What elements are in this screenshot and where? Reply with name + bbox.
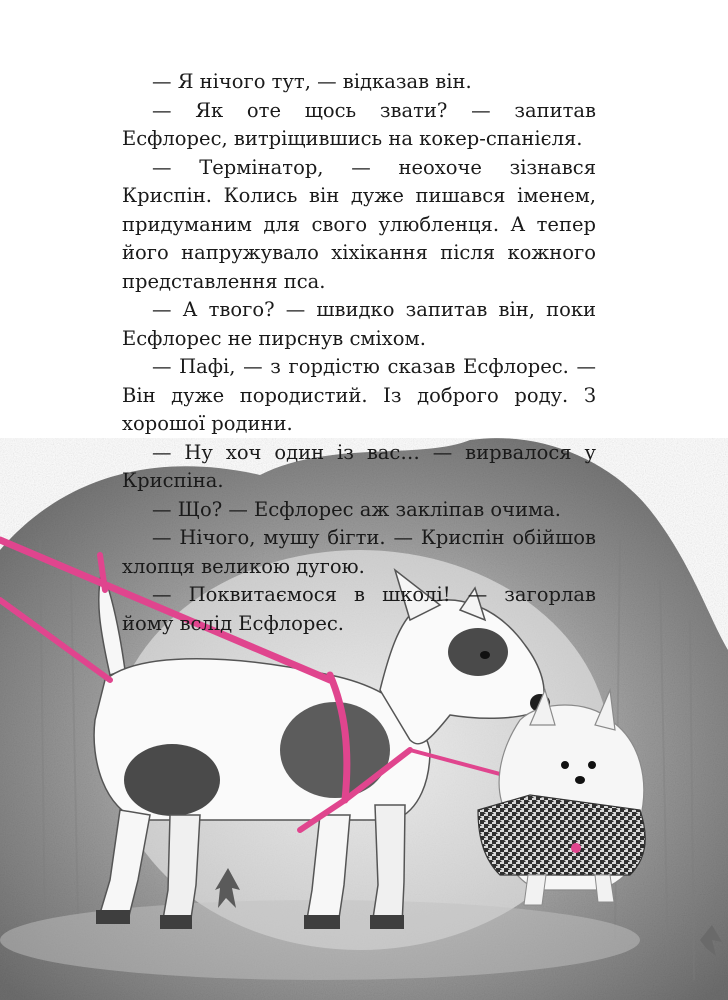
paragraph: — Нічого, мушу бігти. — Криспін обійшов хлопця великою дугою. xyxy=(122,526,596,578)
paragraph: — Пафі, — з гордістю сказав Есфлорес. — Він дуже породистий. Із доброго роду. З хорошої родини. xyxy=(122,355,596,435)
paragraph: — А твого? — швидко запитав він, поки Есфлорес не пирснув сміхом. xyxy=(122,298,596,350)
paragraph: — Поквитаємося в школі! — загорлав йому вслід Есфлорес. xyxy=(122,583,596,635)
paragraph: — Що? — Есфлорес аж закліпав очима. xyxy=(152,497,561,521)
paragraph: — Ну хоч один із вас… — вирвалося у Криспіна. xyxy=(122,440,596,492)
paragraph: — Я нічого тут, — відказав він. xyxy=(152,70,472,93)
paragraph: — Як оте щось звати? — запитав Есфлорес, витріщившись на кокер-спанієля. xyxy=(122,98,596,150)
story-text xyxy=(122,68,596,638)
paragraph: — Термінатор, — неохоче зізнався Криспін. Колись він дуже пишався іменем, придуманим для свого улюбленця. А тепер його напружувало хіхікання після кожного представлення пса. xyxy=(122,155,596,293)
